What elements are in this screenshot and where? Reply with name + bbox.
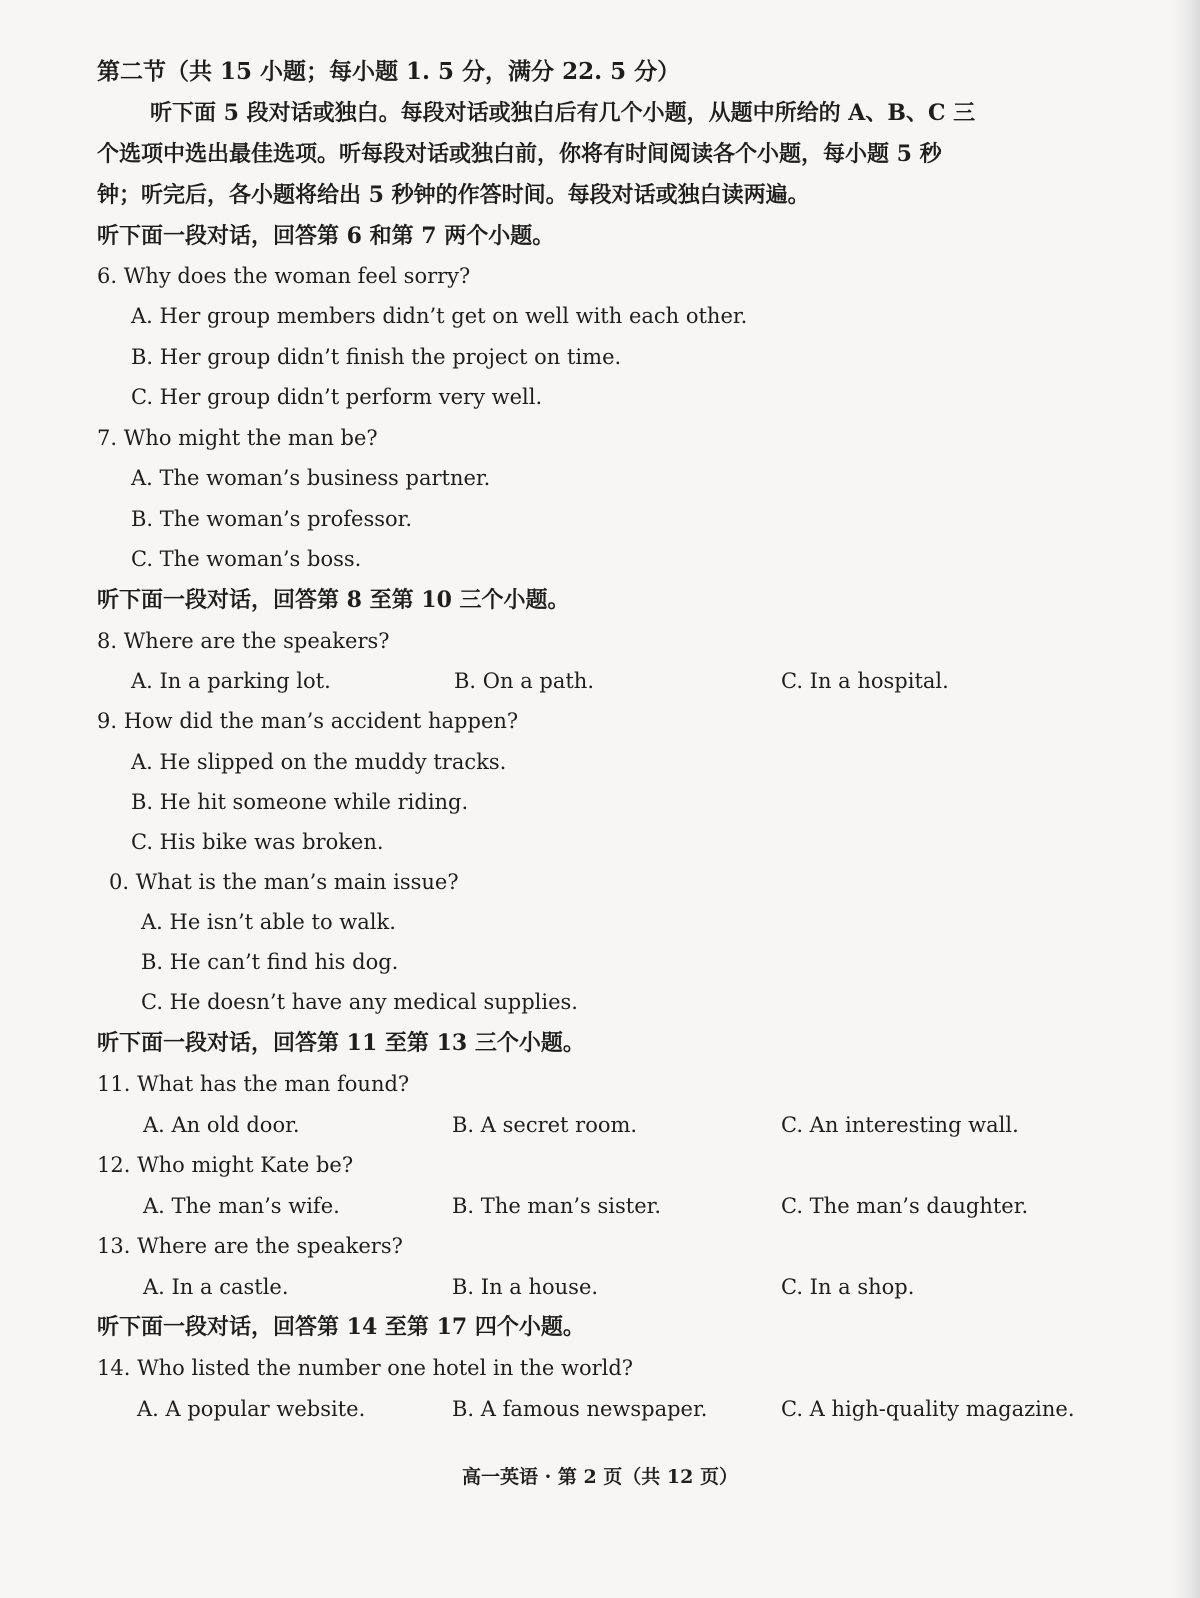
- option-a: A. He slipped on the muddy tracks.: [131, 750, 507, 774]
- option-b: B. Her group didn’t finish the project on time.: [131, 345, 622, 369]
- option-c: C. In a hospital.: [781, 669, 949, 693]
- option-c: C. He doesn’t have any medical supplies.: [141, 990, 578, 1014]
- option-c: C. The man’s daughter.: [781, 1194, 1029, 1218]
- option-a: A. Her group members didn’t get on well with each other.: [131, 304, 748, 328]
- direction-q6-7: 听下面一段对话，回答第 6 和第 7 两个小题。: [97, 223, 555, 249]
- option-c: C. His bike was broken.: [131, 830, 384, 854]
- direction-q11-13: 听下面一段对话，回答第 11 至第 13 三个小题。: [97, 1030, 585, 1056]
- option-a: A. The woman’s business partner.: [131, 466, 491, 490]
- option-b: B. On a path.: [454, 669, 594, 693]
- section-title: 第二节（共 15 小题；每小题 1. 5 分，满分 22. 5 分）: [97, 58, 681, 85]
- page-footer: 高一英语 · 第 2 页（共 12 页）: [462, 1466, 738, 1488]
- option-a: A. An old door.: [143, 1113, 300, 1137]
- question-stem: 6. Why does the woman feel sorry?: [97, 264, 471, 288]
- option-a: A. He isn’t able to walk.: [141, 910, 396, 934]
- option-a: A. In a castle.: [143, 1275, 289, 1299]
- instruction-line-3: 钟；听完后，各小题将给出 5 秒钟的作答时间。每段对话或独白读两遍。: [97, 182, 810, 208]
- instruction-line-1: 听下面 5 段对话或独白。每段对话或独白后有几个小题，从题中所给的 A、B、C 三: [150, 100, 976, 126]
- page-edge-shadow: [1170, 0, 1200, 1598]
- direction-q8-10: 听下面一段对话，回答第 8 至第 10 三个小题。: [97, 587, 570, 613]
- question-stem: 0. What is the man’s main issue?: [109, 870, 459, 894]
- option-c: C. An interesting wall.: [781, 1113, 1019, 1137]
- instruction-line-2: 个选项中选出最佳选项。听每段对话或独白前，你将有时间阅读各个小题，每小题 5 秒: [97, 141, 942, 167]
- question-stem: 8. Where are the speakers?: [97, 629, 390, 653]
- option-b: B. The man’s sister.: [452, 1194, 662, 1218]
- option-a: A. In a parking lot.: [131, 669, 331, 693]
- option-b: B. A secret room.: [452, 1113, 638, 1137]
- option-c: C. A high-quality magazine.: [781, 1397, 1075, 1421]
- question-stem: 9. How did the man’s accident happen?: [97, 709, 519, 733]
- option-a: A. A popular website.: [137, 1397, 366, 1421]
- question-stem: 7. Who might the man be?: [97, 426, 378, 450]
- question-stem: 12. Who might Kate be?: [97, 1153, 354, 1177]
- option-b: B. A famous newspaper.: [452, 1397, 708, 1421]
- option-b: B. He hit someone while riding.: [131, 790, 469, 814]
- option-b: B. In a house.: [452, 1275, 599, 1299]
- option-a: A. The man’s wife.: [143, 1194, 340, 1218]
- option-c: C. In a shop.: [781, 1275, 915, 1299]
- question-stem: 13. Where are the speakers?: [97, 1234, 403, 1258]
- direction-q14-17: 听下面一段对话，回答第 14 至第 17 四个小题。: [97, 1314, 585, 1340]
- option-c: C. The woman’s boss.: [131, 547, 362, 571]
- option-b: B. He can’t find his dog.: [141, 950, 399, 974]
- option-c: C. Her group didn’t perform very well.: [131, 385, 543, 409]
- question-stem: 11. What has the man found?: [97, 1072, 410, 1096]
- question-stem: 14. Who listed the number one hotel in the world?: [97, 1356, 634, 1380]
- option-b: B. The woman’s professor.: [131, 507, 413, 531]
